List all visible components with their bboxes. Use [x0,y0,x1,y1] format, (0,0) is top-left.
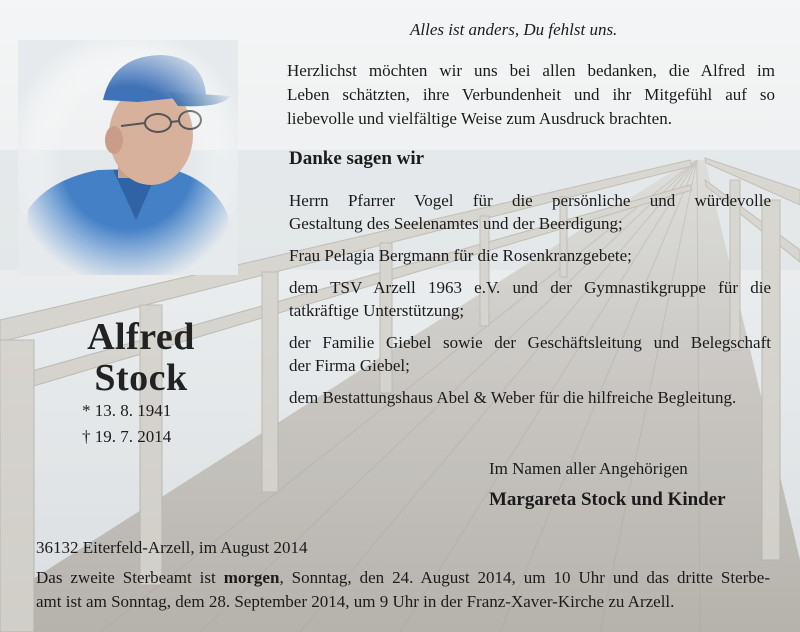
thanks-item-funeral-home [289,386,771,409]
deceased-last-name: Stock [94,357,188,399]
service-announcement [36,566,770,614]
announcement-emphasis: morgen [223,568,280,587]
thanks-line: dem Bestattungshaus Abel & Weber für die hilfreiche Begleitung. [289,388,737,407]
thanks-item-company [289,331,771,377]
announcement-line [36,566,770,590]
announcement-text: , Sonntag, den 24. August 2014, um 10 Uhr und das dritte Sterbe- [279,568,770,587]
thanks-line: Herrn Pfarrer Vogel für die persönliche und würdevolle [289,191,771,210]
thanks-item-rosary [289,244,771,267]
intro-text [287,59,775,131]
thanks-heading: Danke sagen wir [289,148,425,169]
thanks-line: der Familie Giebel sowie der Geschäftsleitung und Belegschaft [289,333,771,352]
signature-names: Margareta Stock und Kinder [489,489,726,510]
intro-line: Herzlichst möchten wir uns bei allen bedanken, die Alfred im [287,61,775,80]
death-date: † 19. 7. 2014 [82,427,172,446]
thanks-line: dem TSV Arzell 1963 e.V. und der Gymnastikgruppe für die [289,278,771,297]
signature-intro: Im Namen aller Angehörigen [489,459,688,478]
portrait-photo [18,40,238,275]
thanks-item-pastor [289,189,771,235]
thanks-line: Gestaltung des Seelenamtes und der Beerdigung; [289,214,623,233]
motto: Alles ist anders, Du fehlst uns. [410,20,618,39]
thanks-line: der Firma Giebel; [289,356,410,375]
place-date: 36132 Eiterfeld-Arzell, im August 2014 [36,538,308,557]
thanks-item-club [289,276,771,322]
intro-line: Leben schätzten, ihre Verbundenheit und ihr Mitgefühl auf so [287,85,775,104]
announcement-text: Das zweite Sterbeamt ist [36,568,224,587]
announcement-line: amt ist am Sonntag, dem 28. September 2014, um 9 Uhr in der Franz-Xaver-Kirche zu Arzell. [36,592,675,611]
thanks-list [289,189,771,418]
birth-date: * 13. 8. 1941 [82,401,172,420]
intro-line: liebevolle und vielfältige Weise zum Ausdruck brachten. [287,109,672,128]
thanks-line: Frau Pelagia Bergmann für die Rosenkranzgebete; [289,246,632,265]
deceased-first-name: Alfred [87,316,195,358]
thanks-line: tatkräftige Unterstützung; [289,301,465,320]
